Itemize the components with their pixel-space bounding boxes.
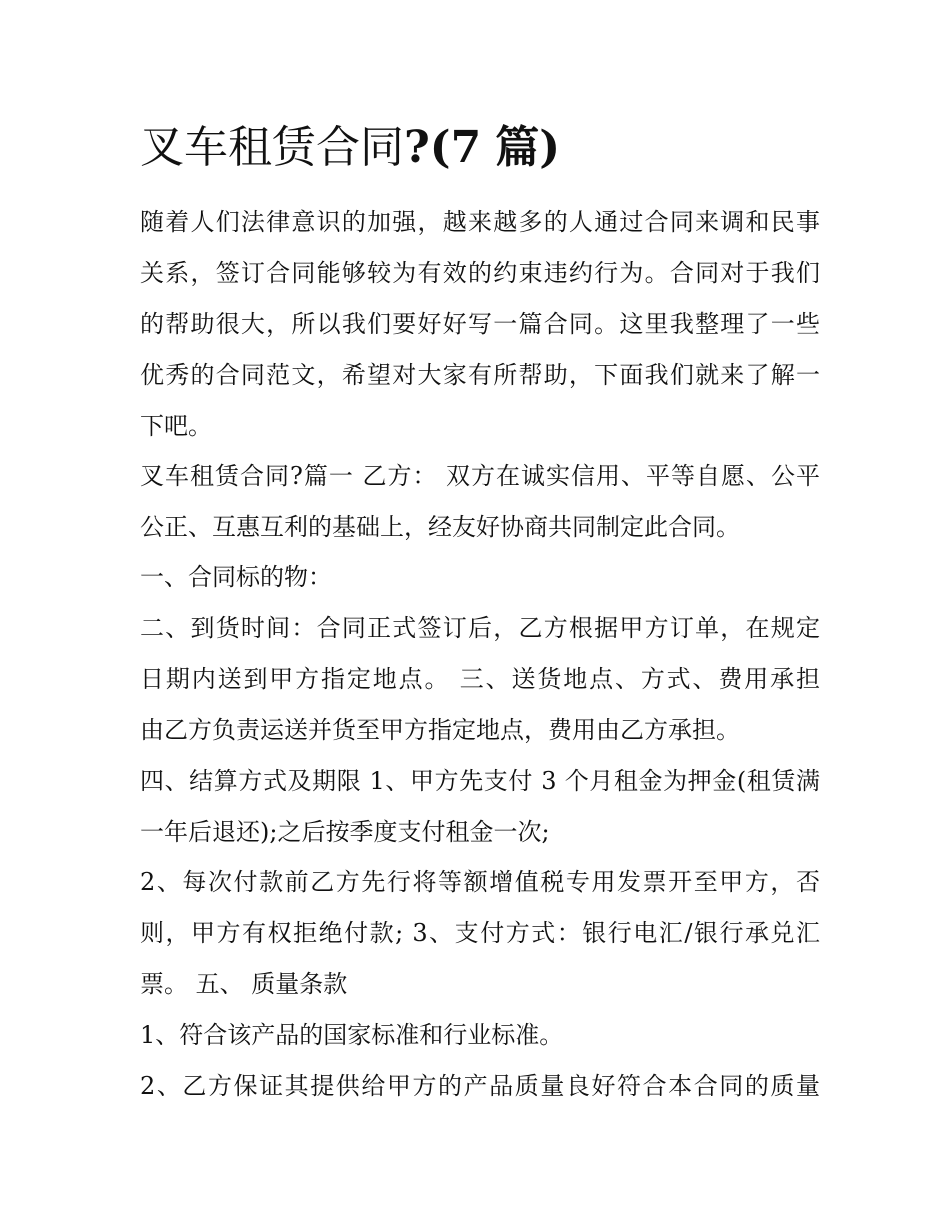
paragraph-line: 的帮助很大，所以我们要好好写一篇合同。这里我整理了一些 <box>140 310 820 338</box>
paragraph-line: 二、到货时间：合同正式签订后，乙方根据甲方订单，在规定 <box>140 614 820 642</box>
paragraph-line: 则，甲方有权拒绝付款; 3、支付方式：银行电汇/银行承兑汇 <box>140 919 820 947</box>
paragraph-line: 叉车租赁合同?篇一 乙方： 双方在诚实信用、平等自愿、公平 <box>140 462 820 490</box>
paragraph-line: 2、乙方保证其提供给甲方的产品质量良好符合本合同的质量 <box>140 1072 820 1100</box>
paragraph-line: 1、符合该产品的国家标准和行业标准。 <box>140 1021 564 1049</box>
paragraph-line: 公正、互惠互利的基础上，经友好协商共同制定此合同。 <box>140 513 740 541</box>
paragraph-line: 票。 五、 质量条款 <box>140 970 348 998</box>
paragraph-line: 日期内送到甲方指定地点。 三、送货地点、方式、费用承担 <box>140 665 820 693</box>
paragraph-line: 四、结算方式及期限 1、甲方先支付 3 个月租金为押金(租赁满 <box>140 767 820 795</box>
paragraph-line: 2、每次付款前乙方先行将等额增值税专用发票开至甲方，否 <box>140 868 820 896</box>
title-end: 篇) <box>495 122 561 173</box>
paragraph-line: 优秀的合同范文，希望对大家有所帮助，下面我们就来了解一 <box>140 361 820 389</box>
paragraph-line: 一年后退还);之后按季度支付租金一次; <box>140 818 550 846</box>
paragraph-line: 下吧。 <box>140 412 212 440</box>
paragraph-line: 一、合同标的物： <box>140 563 332 591</box>
paragraph-line: 随着人们法律意识的加强，越来越多的人通过合同来调和民事 <box>140 208 820 236</box>
title-suffix: ?(7 <box>404 122 482 173</box>
title-main: 叉车租赁合同 <box>140 122 404 173</box>
document-title <box>140 118 560 178</box>
paragraph-line: 由乙方负责运送并货至甲方指定地点，费用由乙方承担。 <box>140 716 740 744</box>
paragraph-line: 关系，签订合同能够较为有效的约束违约行为。合同对于我们 <box>140 259 820 287</box>
